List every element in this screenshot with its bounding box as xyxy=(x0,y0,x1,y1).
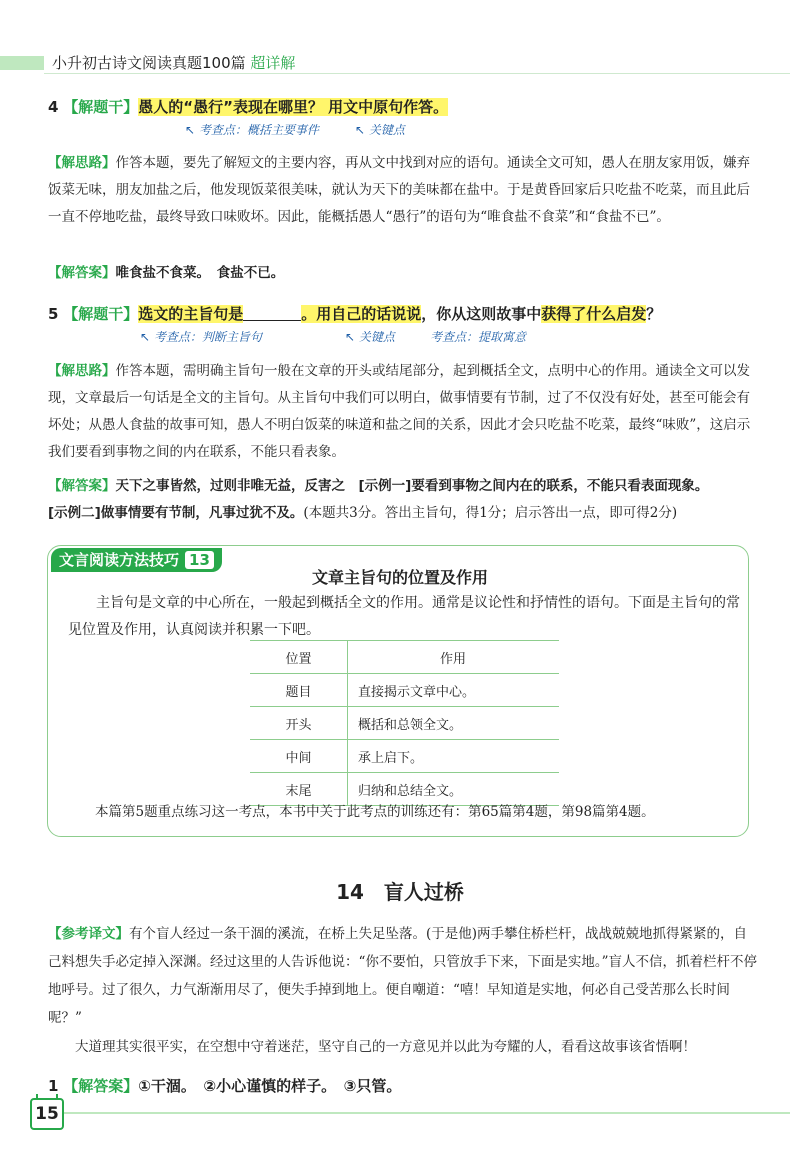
tip-number: 13 xyxy=(185,551,214,569)
note-focus: ↖ 考查点：概括主要事件 xyxy=(185,123,319,137)
thinking-text: 作答本题，要先了解短文的主要内容，再从文中找到对应的语句。通读全文可知，愚人在朋友家用饭，嫌弃饭菜无味，朋友加盐之后，他发现饭菜很美味，就认为天下的美味都在盐中。于是黄昏回家后只吃盐不吃菜，而且此后一直不停地吃盐，最终导致口味败坏。因此，能概括愚人“愚行”的语句为“唯食盐不食菜”和“食盐不已”。 xyxy=(48,155,750,225)
thinking-text: 作答本题，需明确主旨句一般在文章的开头或结尾部分，起到概括全文，点明中心的作用。通读全文可以发现，文章最后一句话是全文的主旨句。从主旨句中我们可以明白，做事情要有节制，过了不仅没有好处，甚至可能会有坏处；从愚人食盐的故事可知，愚人不明白饭菜的味道和盐之间的关系，因此才会只吃盐不吃菜，最终“味败”，这启示我们要看到事物之间的内在联系，不能只看表象。 xyxy=(48,363,751,460)
reference-translation xyxy=(48,920,760,1032)
page-number: 15 xyxy=(30,1098,64,1130)
answer-tag: 【解答案】 xyxy=(48,265,116,281)
translation-text: 有个盲人经过一条干涸的溪流，在桥上失足坠落。(于是他)两手攀住桥栏杆，战战兢兢地抓得紧紧的，自己料想失手必定掉入深渊。经过这里的人告诉他说：“你不要怕，只管放手下来，下面是实地。”盲人不信，抓着栏杆不停地呼号。过了很久，力气渐渐用尽了，便失手掉到地上。便自嘲道：“嘻！早知道是实地，何必自己受苦那么长时间呢？” xyxy=(48,926,758,1026)
note-key: ↖ 关键点 xyxy=(345,330,395,344)
book-subtitle: 超详解 xyxy=(250,54,296,72)
header-accent-bar xyxy=(0,56,44,70)
question-4-thinking xyxy=(48,150,760,231)
tip-label-text: 文言阅读方法技巧 xyxy=(59,551,180,569)
table-cell: 末尾 xyxy=(250,773,348,806)
note-text: 考查点：提取寓意 xyxy=(430,330,527,344)
header-rule xyxy=(44,73,790,74)
table-cell: 开头 xyxy=(250,707,348,740)
question-5-thinking xyxy=(48,358,760,466)
note-text: 关键点 xyxy=(358,330,395,344)
answer-tag: 【解答案】 xyxy=(63,1077,139,1095)
question-text: 愚人的“愚行”表现在哪里？ 用文中原句作答。 xyxy=(138,98,449,116)
tip-body: 主旨句是文章的中心所在，一般起到概括全文的作用。通常是议论性和抒情性的语句。下面是主旨句的常见位置及作用，认真阅读并积累一下吧。 xyxy=(68,595,740,638)
question-number: 1 xyxy=(48,1077,59,1095)
question-5-answer xyxy=(48,473,760,527)
book-title: 小升初古诗文阅读真题100篇 xyxy=(52,54,246,72)
table-header: 作用 xyxy=(348,641,560,674)
table-row xyxy=(250,674,559,707)
header-title xyxy=(52,52,295,74)
question-number: 5 xyxy=(48,305,59,323)
question-number: 4 xyxy=(48,98,59,116)
page-header xyxy=(0,52,800,74)
question-1-answer xyxy=(48,1074,760,1098)
scoring-note: (本题共3分。答出主旨句，得1分；启示答出一点，即可得2分) xyxy=(303,505,678,521)
answer-text: [示例二]做事情要有节制，凡事过犹不及。 xyxy=(48,505,304,521)
question-4-answer xyxy=(48,260,760,287)
section-title: 14 盲人过桥 xyxy=(336,880,464,904)
question-tag: 【解题干】 xyxy=(63,98,139,116)
question-text: 获得了什么启发 xyxy=(541,305,647,323)
footer-rule xyxy=(64,1112,790,1114)
question-tag: 【解题干】 xyxy=(63,305,139,323)
tip-title: 文章主旨句的位置及作用 xyxy=(311,568,488,587)
note-text: 考查点：判断主旨句 xyxy=(153,330,262,344)
table-cell: 中间 xyxy=(250,740,348,773)
position-table xyxy=(250,640,559,806)
question-5-stem xyxy=(48,302,760,326)
moral-text: 大道理其实很平实，在空想中守着迷茫，坚守自己的一方意见并以此为夸耀的人，看看这故事该省悟啊！ xyxy=(75,1039,696,1055)
thinking-tag: 【解思路】 xyxy=(48,363,116,379)
table-header: 位置 xyxy=(250,641,348,674)
note-text: 关键点 xyxy=(368,123,405,137)
answer-text: 天下之事皆然，过则非唯无益，反害之 [示例一]要看到事物之间内在的联系，不能只看表面现象。 xyxy=(115,478,709,494)
question-4-stem xyxy=(48,95,760,119)
question-text: ，你从这则故事中 xyxy=(421,305,542,323)
table-row xyxy=(250,707,559,740)
question-text: 。用自己的话说说 xyxy=(301,305,422,323)
table-cell: 直接揭示文章中心。 xyxy=(348,674,560,707)
answer-text: 唯食盐不食菜。 食盐不已。 xyxy=(115,265,285,281)
table-cell: 概括和总领全文。 xyxy=(348,707,560,740)
question-text: ？ xyxy=(646,305,662,323)
table-header-row xyxy=(250,641,559,674)
note-key: ↖ 关键点 xyxy=(355,123,405,137)
note-focus: ↖ 考查点：判断主旨句 xyxy=(140,330,262,344)
answer-blank xyxy=(243,306,301,321)
note-focus-2 xyxy=(430,328,526,345)
tip-footnote: 本篇第5题重点练习这一考点，本书中关于此考点的训练还有：第65篇第4题，第98篇第4题。 xyxy=(95,804,655,820)
table-cell: 承上启下。 xyxy=(348,740,560,773)
table-cell: 归纳和总结全文。 xyxy=(348,773,560,806)
answer-tag: 【解答案】 xyxy=(48,478,116,494)
thinking-tag: 【解思路】 xyxy=(48,155,116,171)
table-cell: 题目 xyxy=(250,674,348,707)
translation-tag: 【参考译文】 xyxy=(48,926,129,942)
note-text: 考查点：概括主要事件 xyxy=(198,123,319,137)
answer-text: ①干涸。 ②小心谨慎的样子。 ③只管。 xyxy=(138,1077,402,1095)
table-row xyxy=(250,740,559,773)
question-text: 选文的主旨句是 xyxy=(138,305,244,323)
